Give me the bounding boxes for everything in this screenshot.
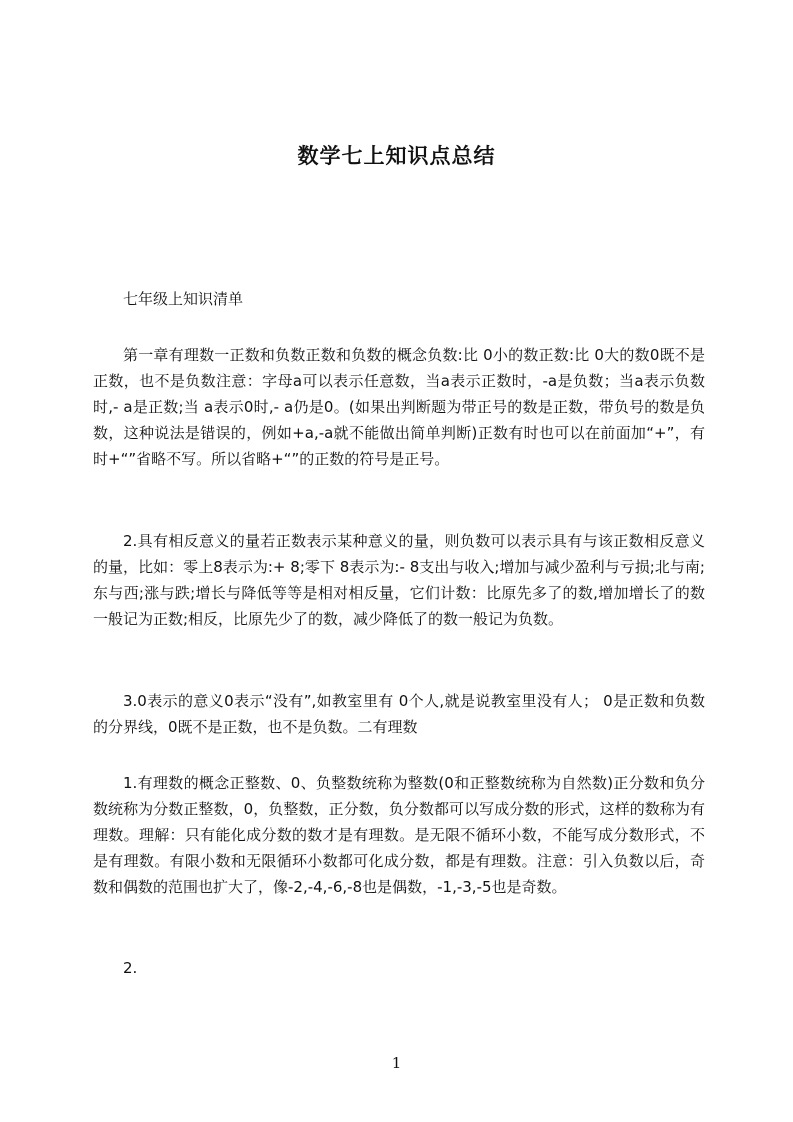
paragraph-meaning-of-zero: 3.0表示的意义0表示“没有”,如教室里有 0个人,就是说教室里没有人； 0是正数和负数的分界线，0既不是正数，也不是负数。二有理数 <box>93 692 705 736</box>
page-number: 1 <box>391 1054 402 1072</box>
paragraph-positive-negative-numbers: 第一章有理数一正数和负数正数和负数的概念负数:比 0小的数正数:比 0大的数0既不是正数，也不是负数注意：字母a可以表示任意数，当a表示正数时，-a是负数；当a表示负数时,- a是正数;当 a表示0时,- a仍是0。(如果出判断题为带正号的数是正数，带负号的数是负数，这种说法是错误的，例如+a,-a就不能做出简单判断)正数有时也可以在前面加“+”，有时+“”省略不写。所以省略+“”的正数的符号是正号。 <box>93 346 705 468</box>
section-subtitle: 七年级上知识清单 <box>123 290 244 308</box>
paragraph-opposite-quantities: 2.具有相反意义的量若正数表示某种意义的量，则负数可以表示具有与该正数相反意义的量，比如：零上8表示为:+ 8;零下 8表示为:- 8支出与收入;增加与减少盈利与亏损;北与南;东与西;涨与跌;增长与降低等等是相对相反量，它们计数：比原先多了的数,增加增长了的数一般记为正数;相反，比原先少了的数，减少降低了的数一般记为负数。 <box>93 532 705 628</box>
paragraph-item-2: 2. <box>123 959 138 977</box>
page-title: 数学七上知识点总结 <box>297 144 496 168</box>
paragraph-rational-numbers: 1.有理数的概念正整数、0、负整数统称为整数(0和正整数统称为自然数)正分数和负分数统称为分数正整数，0，负整数，正分数，负分数都可以写成分数的形式，这样的数称为有理数。理解：只有能化成分数的数才是有理数。是无限不循环小数，不能写成分数形式，不是有理数。有限小数和无限循环小数都可化成分数，都是有理数。注意：引入负数以后，奇数和偶数的范围也扩大了，像-2,-4,-6,-8也是偶数，-1,-3,-5也是奇数。 <box>93 774 705 896</box>
